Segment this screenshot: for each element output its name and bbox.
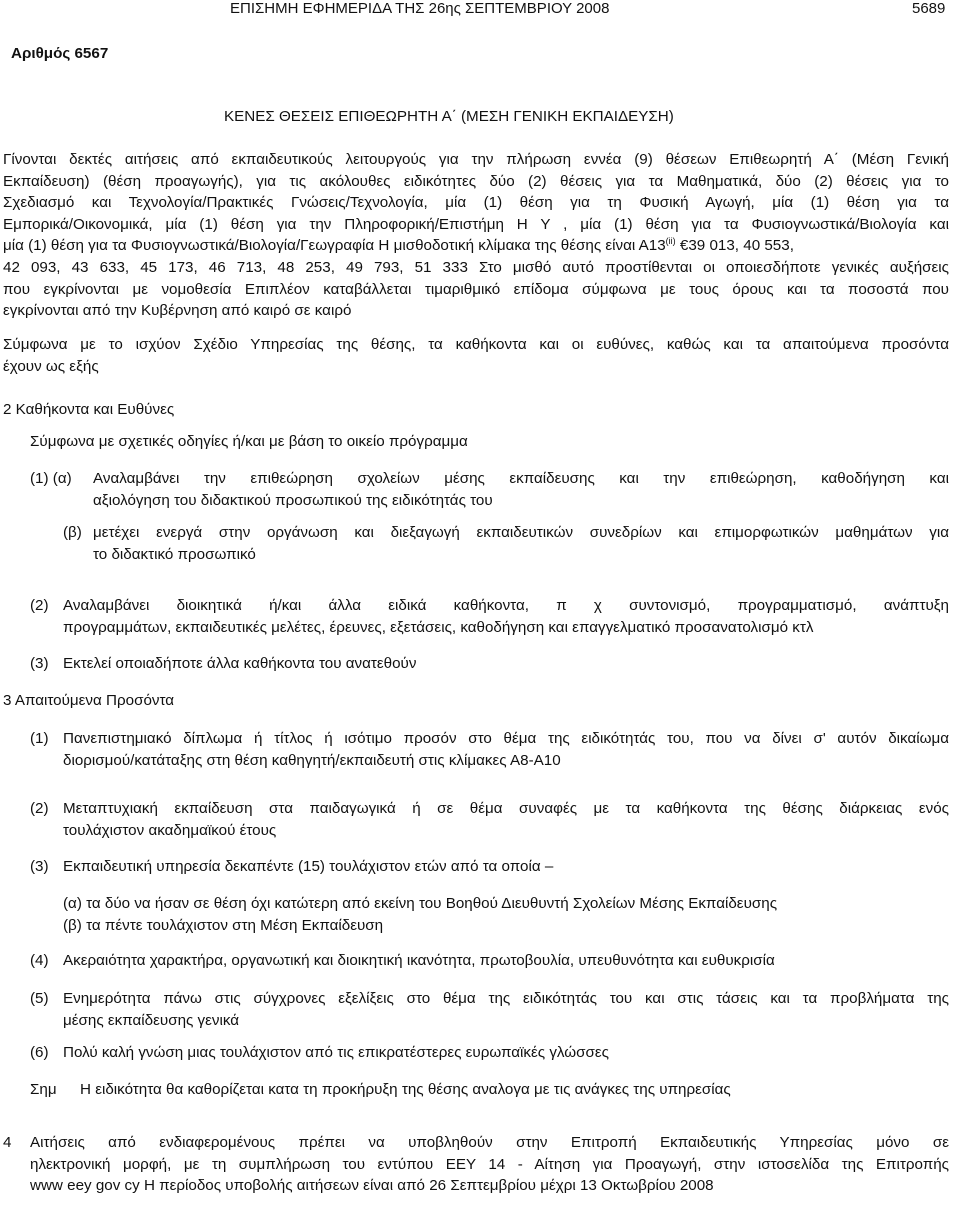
scheme-paragraph — [3, 334, 949, 377]
duty-item — [93, 522, 949, 565]
duty-item — [93, 468, 949, 511]
intro-line: που εγκρίνονται με νομοθεσία Επιπλέον καταβάλλεται τιμαριθμικό επίδομα σύμφωνα με τους όρους και τα ποσοστά που — [3, 280, 949, 298]
item-number: (3) — [30, 858, 49, 875]
qualification-item — [63, 988, 949, 1031]
gazette-header: ΕΠΙΣΗΜΗ ΕΦΗΜΕΡΙΔΑ ΤΗΣ 26ης ΣΕΠΤΕΜΒΡΙΟΥ 2008 — [230, 0, 610, 17]
section-2-heading: 2 Καθήκοντα και Ευθύνες — [3, 401, 175, 418]
qualification-item: Εκπαιδευτική υπηρεσία δεκαπέντε (15) τουλάχιστον ετών από τα οποία – — [63, 858, 554, 875]
notice-number: Αριθμός 6567 — [11, 45, 109, 62]
item-number: (β) — [63, 524, 82, 541]
section-4-line: ηλεκτρονική μορφή, με τη συμπλήρωση του εντύπου ΕΕΥ 14 - Αίτηση για Προαγωγή, στην ιστοσελίδα της Επιτροπής — [30, 1155, 949, 1173]
page-title: ΚΕΝΕΣ ΘΕΣΕΙΣ ΕΠΙΘΕΩΡΗΤΗ Α΄ (ΜΕΣΗ ΓΕΝΙΚΗ ΕΚΠΑΙΔΕΥΣΗ) — [224, 108, 674, 125]
subitem-line: (α) τα δύο να ήσαν σε θέση όχι κατώτερη από εκείνη του Βοηθού Διευθυντή Σχολείων Μέσης Εκπαίδευσης — [63, 895, 778, 912]
section-3-heading: 3 Απαιτούμενα Προσόντα — [3, 692, 175, 709]
item-line: διορισμού/κατάταξης στη θέση καθηγητή/εκπαιδευτή στις κλίμακες Α8-Α10 — [63, 751, 561, 769]
section-4-number: 4 — [3, 1134, 12, 1151]
item-line: Πανεπιστημιακό δίπλωμα ή τίτλος ή ισότιμο προσόν στο θέμα της ειδικότητάς του, που να δίνει σ' αυτόν δικαίωμα — [63, 730, 949, 747]
item-number: (2) — [30, 800, 49, 817]
item-number: (6) — [30, 1044, 49, 1061]
item-number: (1) (α) — [30, 470, 72, 487]
note-label: Σημ — [30, 1081, 57, 1098]
section-4-line: www eey gov cy Η περίοδος υποβολής αιτήσεων είναι από 26 Σεπτεμβρίου μέχρι 13 Οκτωβρίου 2008 — [30, 1177, 714, 1195]
intro-paragraph — [3, 149, 949, 322]
item-line: Αναλαμβάνει διοικητικά ή/και άλλα ειδικά καθήκοντα, π χ συντονισμό, προγραμματισμό, ανάπτυξη — [63, 597, 949, 614]
intro-line: Εκπαίδευση) (θέση προαγωγής), για τις ακόλουθες ειδικότητες δύο (2) θέσεις για τα Μαθηματικά, δύο (2) θέσεις για το — [3, 172, 949, 190]
item-line: προγραμμάτων, εκπαιδευτικές μελέτες, έρευνες, εξετάσεις, καθοδήγηση και επαγγελματικό προσανατολισμό κτλ — [63, 618, 814, 636]
item-line: το διδακτικό προσωπικό — [93, 545, 256, 563]
qualification-subitems — [63, 893, 949, 936]
section-2-subheading: Σύμφωνα με σχετικές οδηγίες ή/και με βάση το οικείο πρόγραμμα — [30, 433, 468, 450]
item-number: (5) — [30, 990, 49, 1007]
duty-item: Εκτελεί οποιαδήποτε άλλα καθήκοντα του ανατεθούν — [63, 655, 417, 672]
item-line: αξιολόγηση του διδακτικού προσωπικού της ειδικότητάς του — [93, 491, 493, 509]
item-line: μέσης εκπαίδευσης γενικά — [63, 1011, 240, 1029]
item-line: Μεταπτυχιακή εκπαίδευση στα παιδαγωγικά ή σε θέμα συναφές με τα καθήκοντα της θέσης διάρκειας ενός — [63, 800, 949, 817]
intro-line: Γίνονται δεκτές αιτήσεις από εκπαιδευτικούς λειτουργούς για την πλήρωση εννέα (9) θέσεων Επιθεωρητή Α΄ (Μέση Γενική — [3, 151, 949, 168]
item-number: (3) — [30, 655, 49, 672]
intro-line: εγκρίνονται από την Κυβέρνηση από καιρό σε καιρό — [3, 302, 352, 320]
section-4-line: Αιτήσεις από ενδιαφερομένους πρέπει να υποβληθούν στην Επιτροπή Εκπαιδευτικής Υπηρεσίας μόνο σε — [30, 1134, 949, 1151]
scheme-line: έχουν ως εξής — [3, 357, 99, 375]
salary-footnote: (ii) — [665, 236, 676, 247]
salary-text: μία (1) θέση για τα Φυσιογνωστικά/Βιολογία/Γεωγραφία Η μισθοδοτική κλίμακα της θέσης είναι Α13 — [3, 237, 666, 255]
intro-line: 42 093, 43 633, 45 173, 46 713, 48 253, 49 793, 51 333 Στο μισθό αυτό προστίθενται οι οποιεσδήποτε γενικές αυξήσεις — [3, 258, 949, 276]
page-number: 5689 — [912, 0, 946, 17]
item-line: τουλάχιστον ακαδημαϊκού έτους — [63, 821, 277, 839]
qualification-item: Ακεραιότητα χαρακτήρα, οργανωτική και διοικητική ικανότητα, πρωτοβουλία, υπευθυνότητα και ευθυκρισία — [63, 952, 775, 969]
subitem-line: (β) τα πέντε τουλάχιστον στη Μέση Εκπαίδευση — [63, 916, 384, 934]
qualification-item — [63, 728, 949, 771]
intro-line: Εμπορικά/Οικονομικά, μία (1) θέση για την Πληροφορική/Επιστήμη Η Υ , μία (1) θέση για τα Φυσιογνωστικά/Βιολογία και — [3, 215, 949, 233]
item-number: (1) — [30, 730, 49, 747]
duty-item — [63, 595, 949, 638]
salary-values: €39 013, 40 553, — [679, 237, 794, 255]
qualification-item — [63, 798, 949, 841]
salary-line — [3, 235, 949, 257]
item-number: (4) — [30, 952, 49, 969]
section-4-paragraph — [30, 1132, 949, 1197]
item-line: Ενημερότητα πάνω στις σύγχρονες εξελίξεις στο θέμα της ειδικότητάς του και στις τάσεις και τα προβλήματα της — [63, 990, 949, 1007]
qualification-item: Πολύ καλή γνώση μιας τουλάχιστον από τις επικρατέστερες ευρωπαϊκές γλώσσες — [63, 1044, 609, 1061]
item-line: μετέχει ενεργά στην οργάνωση και διεξαγωγή εκπαιδευτικών συνεδρίων και επιμορφωτικών μαθημάτων για — [93, 524, 949, 541]
note-text: Η ειδικότητα θα καθορίζεται κατα τη προκήρυξη της θέσης αναλογα με τις ανάγκες της υπηρεσίας — [80, 1081, 731, 1098]
item-number: (2) — [30, 597, 49, 614]
item-line: Αναλαμβάνει την επιθεώρηση σχολείων μέσης εκπαίδευσης και την επιθεώρηση, καθοδήγηση και — [93, 470, 949, 487]
intro-line: Σχεδιασμό και Τεχνολογία/Πρακτικές Γνώσεις/Τεχνολογία, μία (1) θέση για τη Φυσική Αγωγή, μία (1) θέση για τα — [3, 194, 949, 212]
scheme-line: Σύμφωνα με το ισχύον Σχέδιο Υπηρεσίας της θέσης, τα καθήκοντα και οι ευθύνες, καθώς και τα απαιτούμενα προσόντα — [3, 336, 949, 353]
